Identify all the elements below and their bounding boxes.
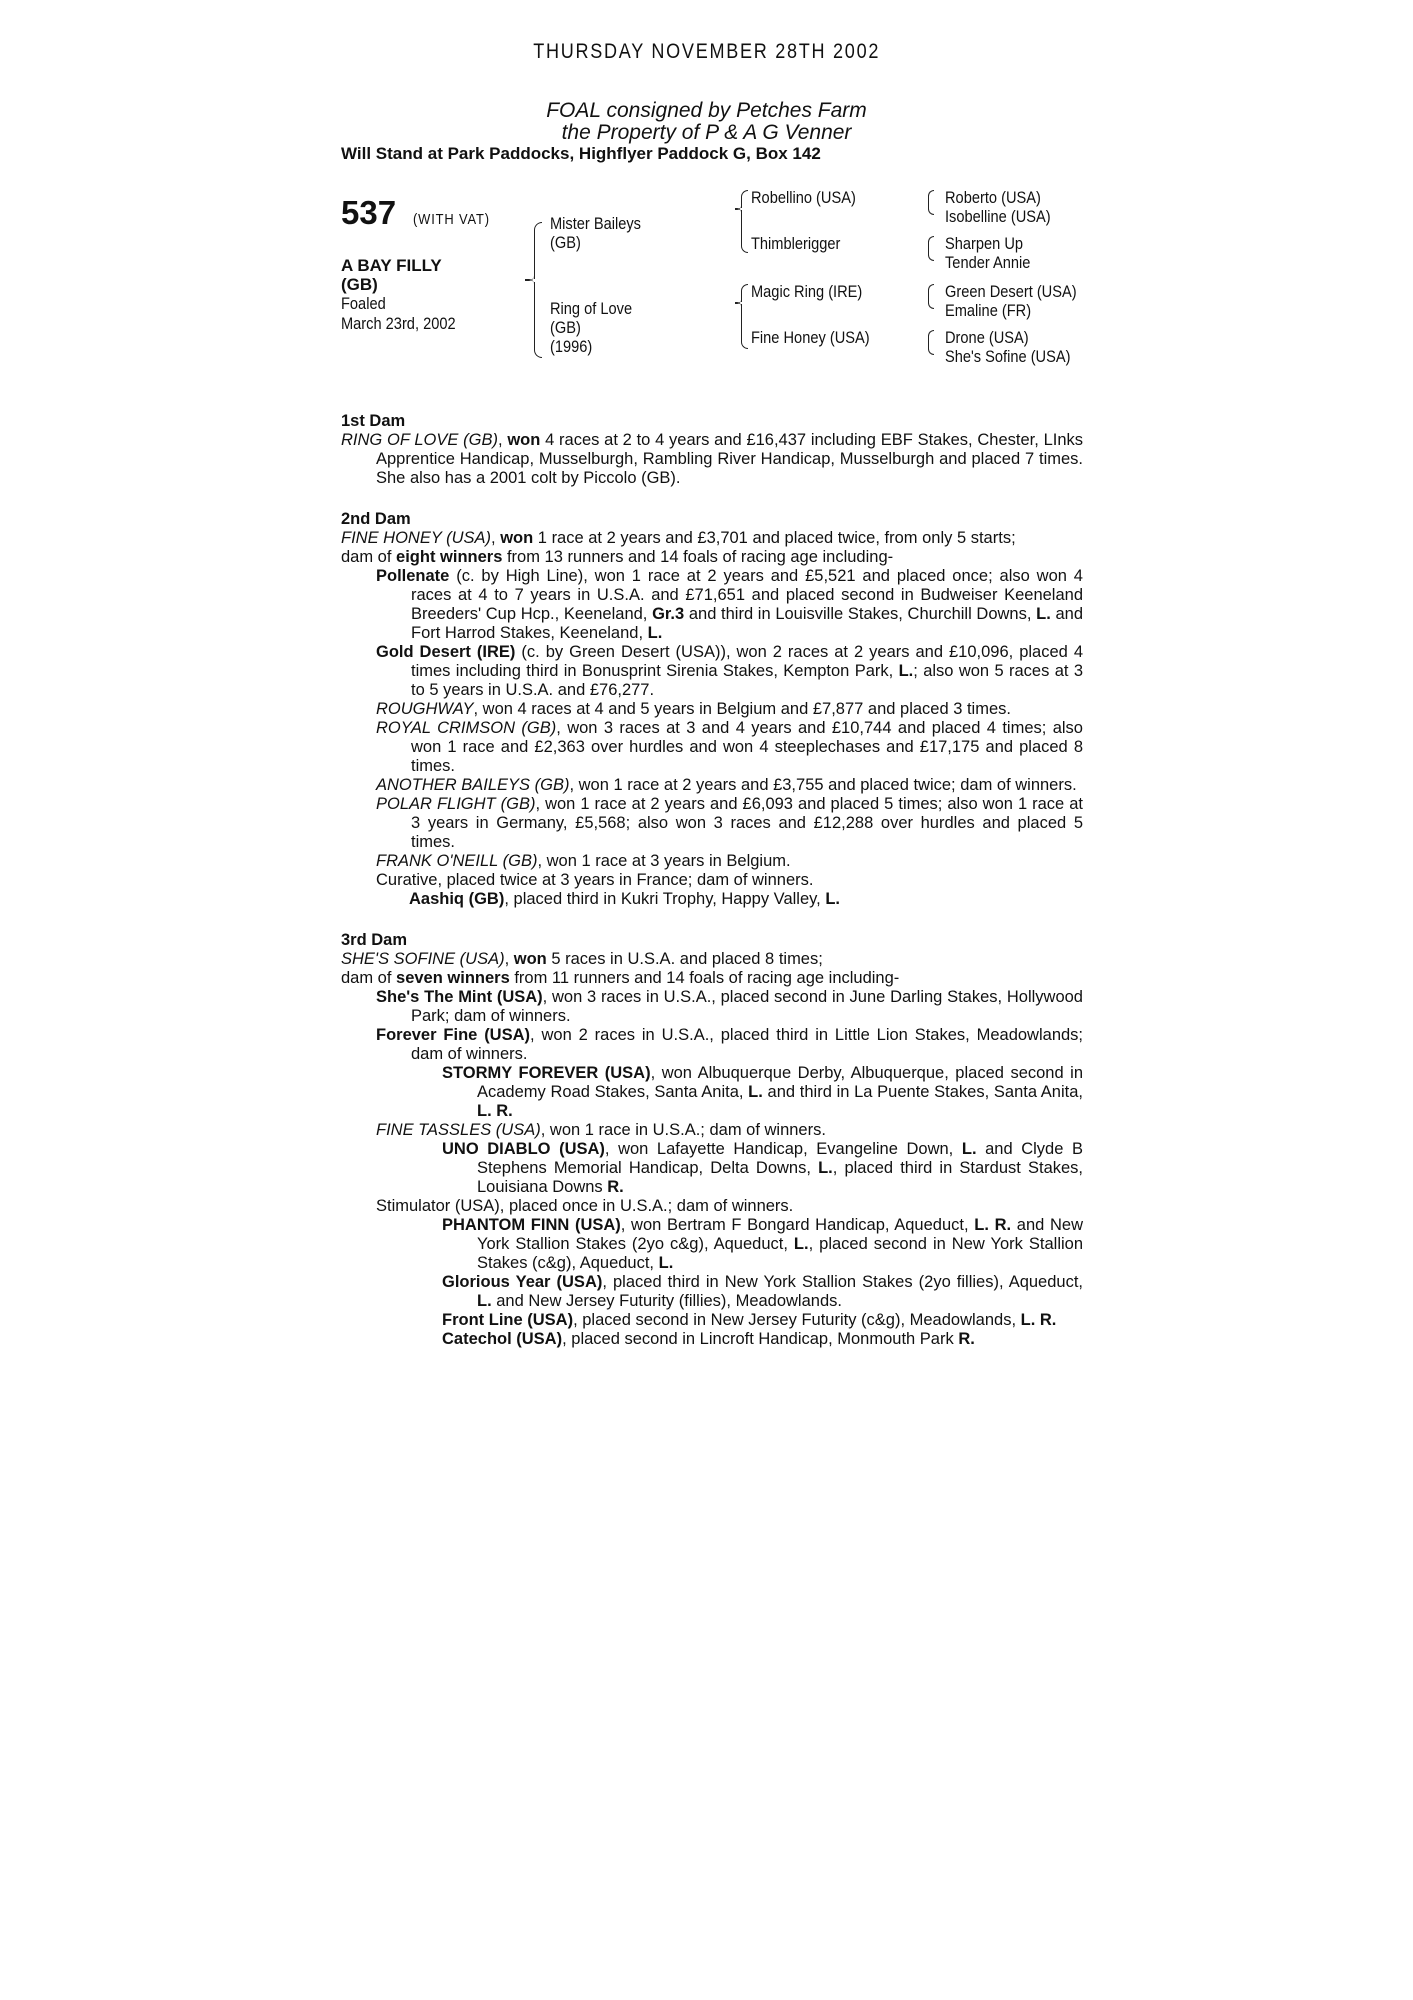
list-item: She's The Mint (USA), won 3 races in U.S.A., placed second in June Darling Stakes, Hollywood Park; dam of winners. (376, 988, 1083, 1025)
list-item: FINE TASSLES (USA), won 1 race in U.S.A.; dam of winners. (376, 1121, 826, 1139)
consignor-block (0, 100, 1413, 144)
ggp-group-2: Sharpen Up Tender Annie (945, 234, 1031, 272)
sale-date: THURSDAY NOVEMBER 28TH 2002 (533, 40, 880, 63)
dam-sire: Magic Ring (IRE) (751, 282, 863, 301)
third-dam-produce-summary: dam of seven winners from 11 runners and 14 foals of racing age including- (341, 969, 900, 987)
list-item: Aashiq (GB), placed third in Kukri Trophy, Happy Valley, L. (409, 890, 841, 908)
list-item: PHANTOM FINN (USA), won Bertram F Bongard Handicap, Aqueduct, L. R. and New York Stallion Stakes (2yo c&g), Aqueduct, L., placed second in New York Stallion Stakes (c&g), Aqueduct, L. (442, 1216, 1083, 1272)
lot-title-2: (GB) (341, 275, 378, 294)
sire: Mister Baileys (GB) (550, 214, 641, 252)
ggp-group-3: Green Desert (USA) Emaline (FR) (945, 282, 1077, 320)
dam: Ring of Love (GB) (1996) (550, 299, 633, 356)
list-item: Front Line (USA), placed second in New Jersey Futurity (c&g), Meadowlands, L. R. (442, 1311, 1057, 1329)
ggp-group-1: Roberto (USA) Isobelline (USA) (945, 188, 1051, 226)
first-dam-entry: RING OF LOVE (GB), won 4 races at 2 to 4 years and £16,437 including EBF Stakes, Chester, LInks Apprentice Handicap, Musselburgh, Rambling River Handicap, Musselburgh and placed 7 times. She also has a 2001 colt by Piccolo (GB). (341, 431, 1084, 487)
third-dam-entry: SHE'S SOFINE (USA), won 5 races in U.S.A. and placed 8 times; (341, 950, 823, 968)
lot-title-1: A BAY FILLY (341, 256, 442, 275)
list-item: Pollenate (c. by High Line), won 1 race at 2 years and £5,521 and placed once; also won 4 races at 4 to 7 years in U.S.A. and £71,651 and placed second in Budweiser Keeneland Breeders' Cup Hcp., Keeneland, Gr.3 and third in Louisville Stakes, Churchill Downs, L. and Fort Harrod Stakes, Keeneland, L. (376, 567, 1083, 642)
list-item: UNO DIABLO (USA), won Lafayette Handicap, Evangeline Down, L. and Clyde B Stephens Memorial Handicap, Delta Downs, L., placed third in Stardust Stakes, Louisiana Downs R. (442, 1140, 1084, 1196)
lot-number: 537 (341, 194, 397, 231)
catalogue-body (341, 412, 1083, 1349)
second-dam-produce-summary: dam of eight winners from 13 runners and 14 foals of racing age including- (341, 548, 894, 566)
sire-sire: Robellino (USA) (751, 188, 856, 207)
first-dam-heading: 1st Dam (341, 412, 406, 430)
list-item: Catechol (USA), placed second in Lincroft Handicap, Monmouth Park R. (442, 1330, 975, 1348)
vat-note: (WITH VAT) (413, 211, 490, 228)
list-item: ROUGHWAY, won 4 races at 4 and 5 years in Belgium and £7,877 and placed 3 times. (376, 700, 1011, 718)
second-dam-heading: 2nd Dam (341, 510, 411, 528)
foaled-info (341, 294, 474, 334)
list-item: Gold Desert (IRE) (c. by Green Desert (USA)), won 2 races at 2 years and £10,096, placed 4 times including third in Bonusprint Sirenia Stakes, Kempton Park, L.; also won 5 races at 3 to 5 years in U.S.A. and £76,277. (376, 643, 1084, 699)
list-item: POLAR FLIGHT (GB), won 1 race at 2 years and £6,093 and placed 5 times; also won 1 race at 3 years in Germany, £5,568; also won 3 races and £12,288 over hurdles and placed 5 times. (376, 795, 1083, 851)
dam-dam: Fine Honey (USA) (751, 328, 870, 347)
lot-title (341, 256, 442, 294)
list-item: ANOTHER BAILEYS (GB), won 1 race at 2 years and £3,755 and placed twice; dam of winners. (376, 776, 1077, 794)
list-item: Stimulator (USA), placed once in U.S.A.; dam of winners. (376, 1197, 794, 1215)
third-dam-heading: 3rd Dam (341, 931, 408, 949)
list-item: FRANK O'NEILL (GB), won 1 race at 3 years in Belgium. (376, 852, 791, 870)
consign-line-2: the Property of P & A G Venner (561, 121, 852, 144)
list-item: ROYAL CRIMSON (GB), won 3 races at 3 and 4 years and £10,744 and placed 4 times; also won 1 race and £2,363 over hurdles and won 4 steeplechases and £17,175 and placed 8 times. (376, 719, 1083, 775)
ggp-group-4: Drone (USA) She's Sofine (USA) (945, 328, 1071, 366)
list-item: Curative, placed twice at 3 years in France; dam of winners. (376, 871, 814, 889)
foaled-date: March 23rd, 2002 (341, 314, 456, 333)
consign-line-1: FOAL consigned by Petches Farm (546, 99, 867, 122)
list-item: Glorious Year (USA), placed third in New York Stallion Stakes (2yo fillies), Aqueduct, L. and New Jersey Futurity (fillies), Meadowlands. (442, 1273, 1084, 1310)
second-dam-entry: FINE HONEY (USA), won 1 race at 2 years and £3,701 and placed twice, from only 5 starts; (341, 529, 1016, 547)
foaled-label: Foaled (341, 294, 386, 313)
sire-dam: Thimblerigger (751, 234, 841, 253)
stand-location: Will Stand at Park Paddocks, Highflyer Paddock G, Box 142 (341, 144, 821, 163)
list-item: Forever Fine (USA), won 2 races in U.S.A., placed third in Little Lion Stakes, Meadowlands; dam of winners. (376, 1026, 1083, 1063)
list-item: STORMY FOREVER (USA), won Albuquerque Derby, Albuquerque, placed second in Academy Road Stakes, Santa Anita, L. and third in La Puente Stakes, Santa Anita, L. R. (442, 1064, 1084, 1120)
